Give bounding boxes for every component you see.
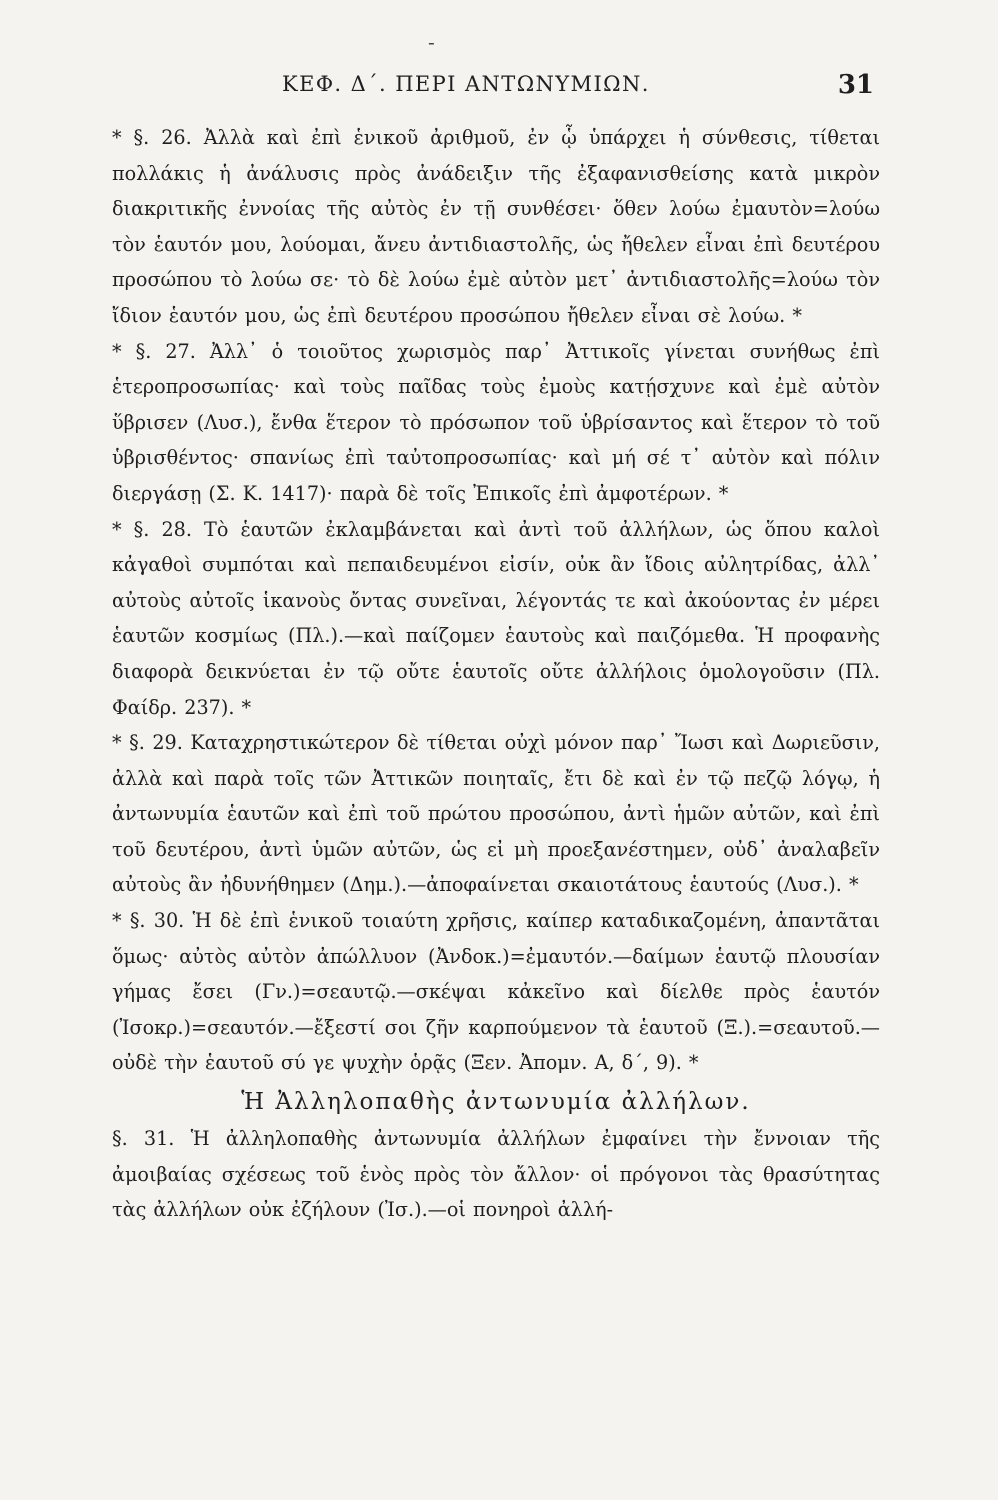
top-mark: -: [428, 30, 435, 54]
paragraph-29: * §. 29. Καταχρηστικώτερον δὲ τίθεται οὐχὶ μόνον παρ᾽ Ἴωσι καὶ Δωριεῦσιν, ἀλλὰ καὶ παρὰ τοῖς τῶν Ἀττικῶν ποιηταῖς, ἔτι δὲ καὶ ἐν τῷ πεζῷ λόγῳ, ἡ ἀντωνυμία ἑαυτῶν καὶ ἐπὶ τοῦ πρώτου προσώπου, ἀντὶ ἡμῶν αὐτῶν, καὶ ἐπὶ τοῦ δευτέρου, ἀντὶ ὑμῶν αὐτῶν, ὡς εἰ μὴ προεξανέστημεν, οὐδ᾽ ἀναλαβεῖν αὐτοὺς ἂν ἠδυνήθημεν (Δημ.).—ἀποφαίνεται σκαιοτάτους ἑαυτούς (Λυσ.). *: [112, 731, 880, 897]
paragraph-30: * §. 30. Ἡ δὲ ἐπὶ ἑνικοῦ τοιαύτη χρῆσις, καίπερ καταδικαζομένη, ἀπαντᾶται ὅμως· αὐτὸς αὐτὸν ἀπώλλυον (Ἀνδοκ.)=ἐμαυτόν.—δαίμων ἑαυτῷ πλουσίαν γήμας ἔσει (Γν.)=σεαυτῷ.—σκέψαι κἀκεῖνο καὶ δίελθε πρὸς ἑαυτόν (Ἰσοκρ.)=σεαυτόν.—ἔξεστί σοι ζῆν καρπούμενον τὰ ἑαυτοῦ (Ξ.).=σεαυτοῦ.—οὐδὲ τὴν ἑαυτοῦ σύ γε ψυχὴν ὁρᾷς (Ξεν. Ἀπομν. Α, δ΄, 9). *: [112, 909, 880, 1075]
paragraph-28: * §. 28. Τὸ ἑαυτῶν ἐκλαμβάνεται καὶ ἀντὶ τοῦ ἀλλήλων, ὡς ὅπου καλοὶ κἀγαθοὶ συμπόται καὶ πεπαιδευμένοι εἰσίν, οὐκ ἂν ἴδοις αὐλητρίδας, ἀλλ᾽ αὐτοὺς αὐτοῖς ἱκανοὺς ὄντας συνεῖναι, λέγοντάς τε καὶ ἀκούοντας ἐν μέρει ἑαυτῶν κοσμίως (Πλ.).—καὶ παίζομεν ἑαυτοὺς καὶ παιζόμεθα. Ἡ προφανὴς διαφορὰ δεικνύεται ἐν τῷ οὔτε ἑαυτοῖς οὔτε ἀλλήλοις ὁμολογοῦσιν (Πλ. Φαίδρ. 237). *: [112, 517, 880, 719]
paragraph-27: * §. 27. Ἀλλ᾽ ὁ τοιοῦτος χωρισμὸς παρ᾽ Ἀττικοῖς γίνεται συνήθως ἐπὶ ἑτεροπροσωπίας· καὶ τοὺς παῖδας τοὺς ἐμοὺς κατῄσχυνε καὶ ἐμὲ αὐτὸν ὕβρισεν (Λυσ.), ἔνθα ἕτερον τὸ πρόσωπον τοῦ ὑβρίσαντος καὶ ἕτερον τὸ τοῦ ὑβρισθέντος· σπανίως ἐπὶ ταὐτοπροσωπίας· καὶ μή σέ τ᾽ αὐτὸν καὶ πόλιν διεργάσῃ (Σ. Κ. 1417)· παρὰ δὲ τοῖς Ἐπικοῖς ἐπὶ ἀμφοτέρων. *: [112, 339, 880, 505]
paragraph-31: §. 31. Ἡ ἀλληλοπαθὴς ἀντωνυμία ἀλλήλων ἐμφαίνει τὴν ἔννοιαν τῆς ἀμοιβαίας σχέσεως τοῦ ἑνὸς πρὸς τὸν ἄλλον· οἱ πρόγονοι τὰς θρασύτητας τὰς ἀλλήλων οὐκ ἐζήλουν (Ἰσ.).—οἱ πονηροὶ ἀλλή-: [112, 1127, 880, 1222]
chapter-title: ΚΕΦ. Δ΄. ΠΕΡΙ ΑΝΤΩΝΥΜΙΩΝ.: [282, 72, 650, 96]
page-number: 31: [837, 70, 874, 100]
section-heading: Ἡ Ἀλληλοπαθὴς ἀντωνυμία ἀλλήλων.: [241, 1089, 751, 1116]
paragraph-26: * §. 26. Ἀλλὰ καὶ ἐπὶ ἑνικοῦ ἀριθμοῦ, ἐν ᾧ ὑπάρχει ἡ σύνθεσις, τίθεται πολλάκις ἡ ἀνάλυσις πρὸς ἀνάδειξιν τῆς ἐξαφανισθείσης κατὰ μικρὸν διακριτικῆς ἐννοίας τῆς αὐτὸς ἐν τῇ συνθέσει· ὅθεν λούω ἐμαυτὸν=λούω τὸν ἑαυτόν μου, λούομαι, ἄνευ ἀντιδιαστολῆς, ὡς ἤθελεν εἶναι ἐπὶ δευτέρου προσώπου τὸ λούω σε· τὸ δὲ λούω ἐμὲ αὐτὸν μετ᾽ ἀντιδιαστολῆς=λούω τὸν ἴδιον ἑαυτόν μου, ὡς ἐπὶ δευτέρου προσώπου ἤθελεν εἶναι σὲ λούω. *: [112, 126, 880, 327]
page-content: [112, 70, 880, 1228]
running-header: [112, 70, 880, 110]
